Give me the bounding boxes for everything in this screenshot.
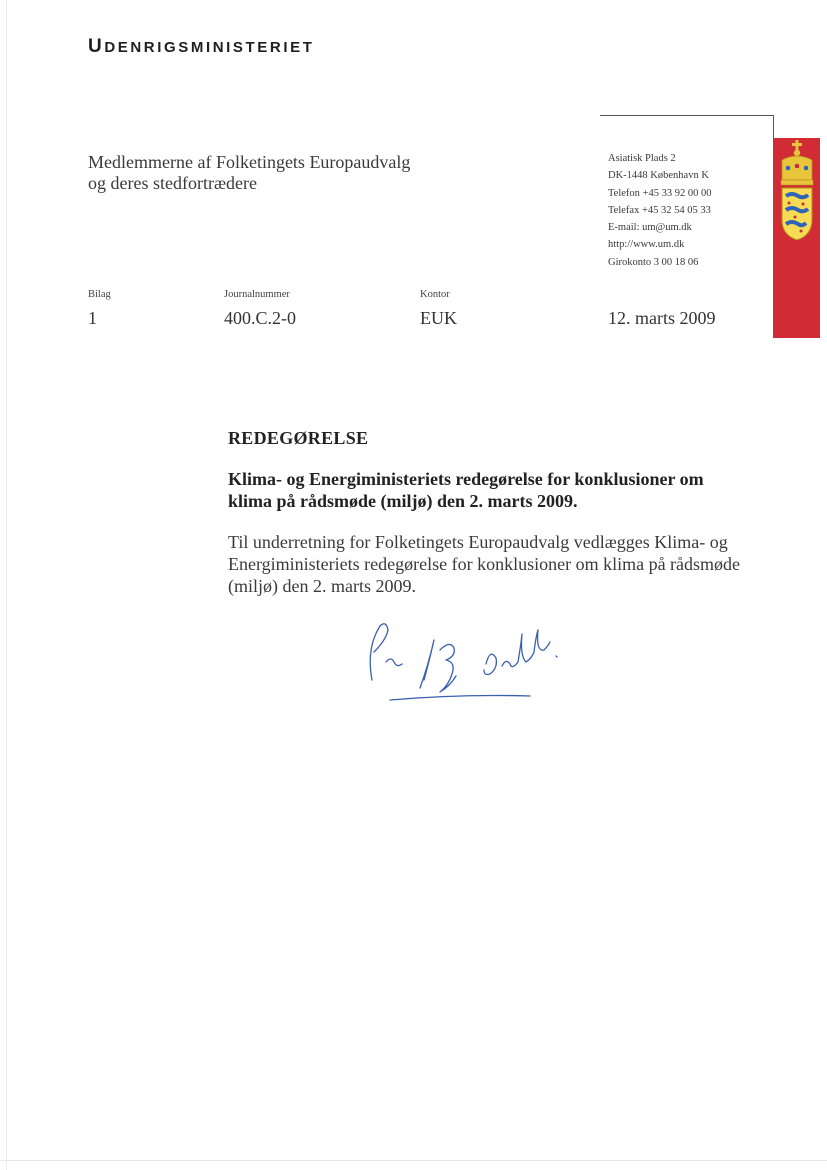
address-fax: Telefax +45 32 54 05 33 xyxy=(608,204,711,216)
recipient-line-1: Medlemmerne af Folketingets Europaudvalg xyxy=(88,152,411,172)
page-edge-bottom xyxy=(0,1160,827,1161)
page-edge-left xyxy=(6,0,7,1170)
ministry-rest: DENRIGSMINISTERIET xyxy=(104,39,315,56)
bilag-value: 1 xyxy=(88,308,97,328)
address-web: http://www.um.dk xyxy=(608,239,685,251)
address-street: Asiatisk Plads 2 xyxy=(608,153,676,164)
journal-value: 400.C.2-0 xyxy=(224,308,296,328)
ministry-initial: U xyxy=(88,36,105,57)
address-rule-vertical xyxy=(773,115,774,138)
document-heading: REDEGØRELSE xyxy=(228,428,369,448)
address-giro: Girokonto 3 00 18 06 xyxy=(608,256,699,268)
danish-coat-of-arms-icon xyxy=(777,140,817,266)
recipient-line-2: og deres stedfortrædere xyxy=(88,173,257,193)
bilag-label: Bilag xyxy=(88,289,111,300)
journal-label: Journalnummer xyxy=(224,289,290,300)
handwritten-signature xyxy=(360,618,580,708)
kontor-label: Kontor xyxy=(420,289,450,300)
kontor-value: EUK xyxy=(420,308,457,328)
ministry-name xyxy=(88,36,314,58)
document-subject: Klima- og Energiministeriets redegørelse for konklusioner om klima på rådsmøde (miljø) den 2. marts 2009. xyxy=(228,469,704,511)
document-body: Til underretning for Folketingets Europaudvalg vedlægges Klima- og Energiministeriets redegørelse for konklusioner om klima på rådsmøde (miljø) den 2. marts 2009. xyxy=(228,532,741,596)
sender-address xyxy=(608,150,711,271)
address-phone: Telefon +45 33 92 00 00 xyxy=(608,187,712,199)
document-date: 12. marts 2009 xyxy=(608,308,716,328)
recipient-block xyxy=(88,152,410,194)
address-email: E-mail: um@um.dk xyxy=(608,222,692,234)
address-city: DK-1448 København K xyxy=(608,170,709,182)
address-rule xyxy=(600,115,773,116)
